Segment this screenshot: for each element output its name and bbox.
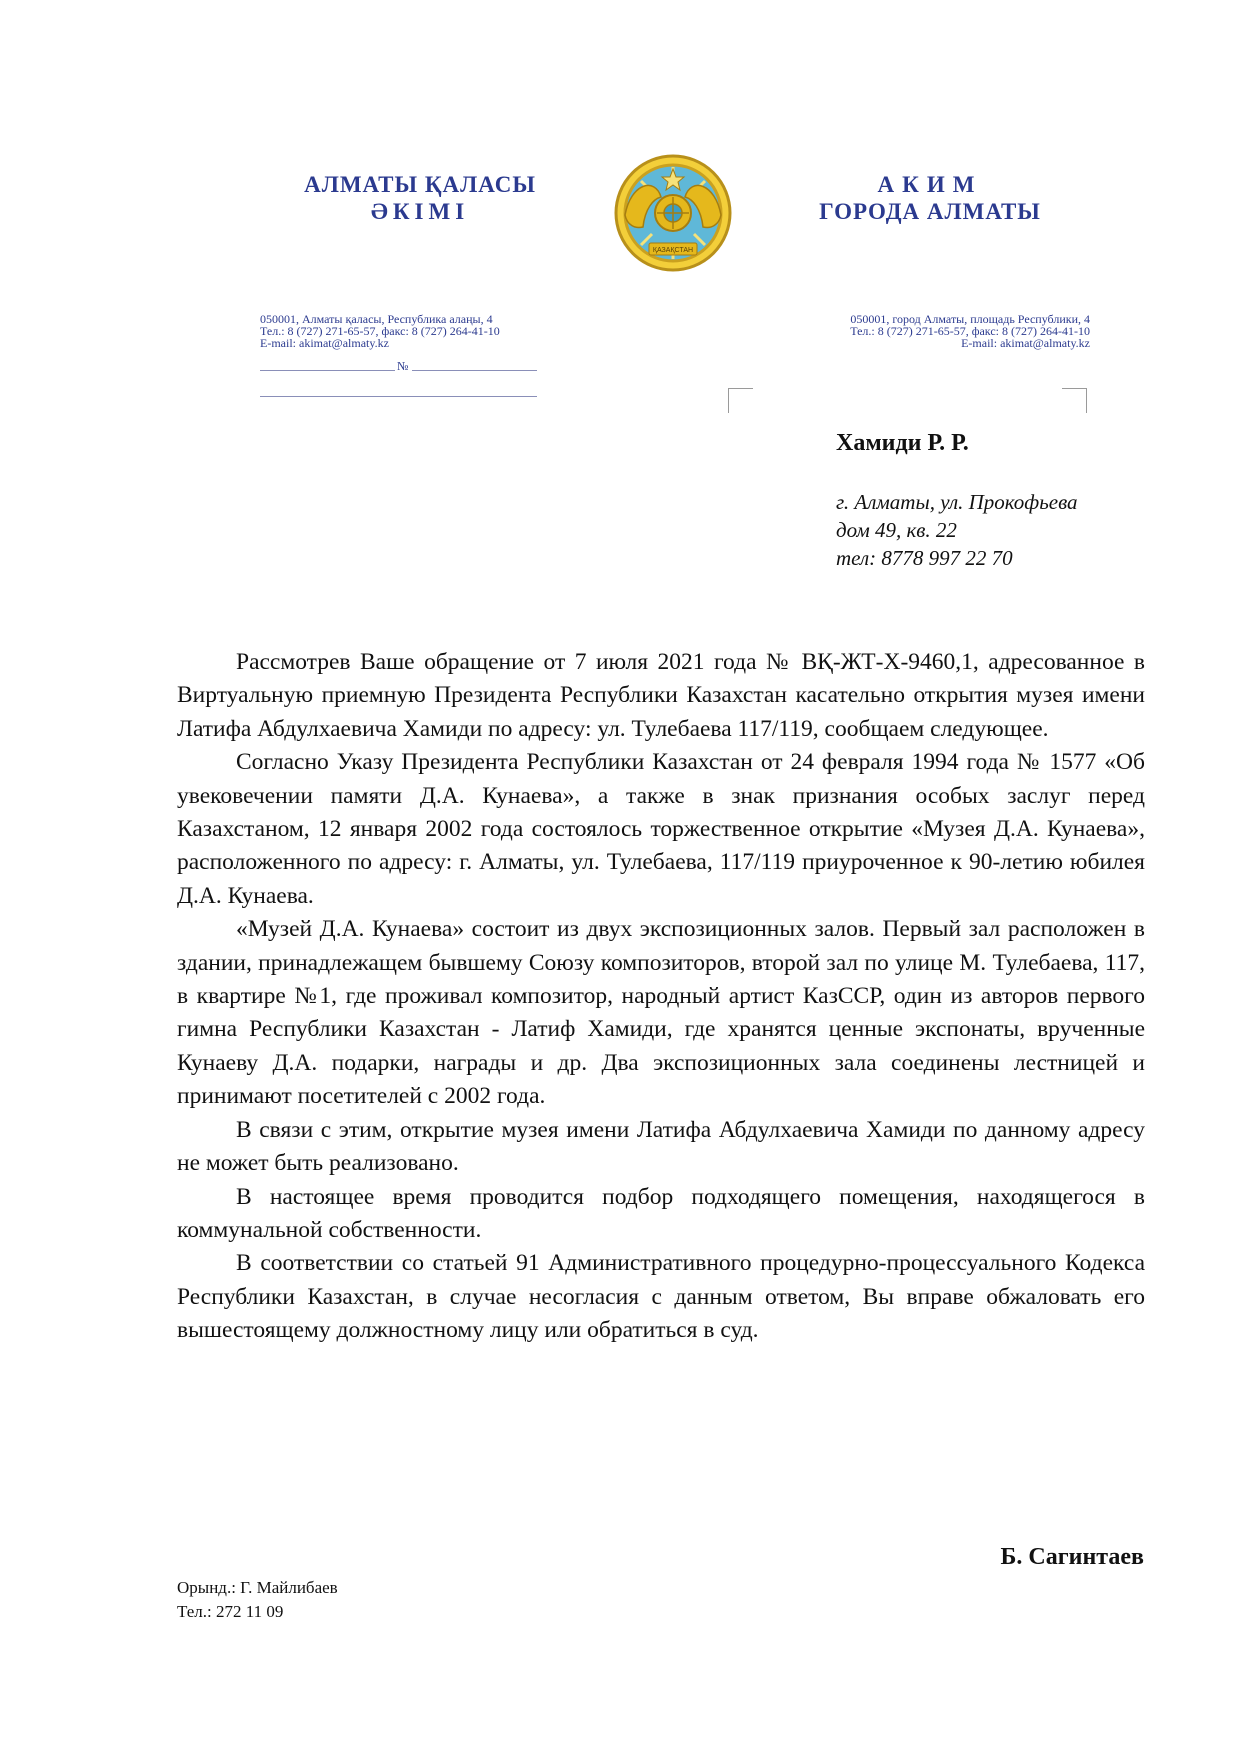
left-title-line2: ӘКІМІ <box>370 199 470 224</box>
left-address: 050001, Алматы қаласы, Республика алаңы, 4 <box>260 312 493 326</box>
letterhead-left-contacts <box>260 313 560 349</box>
letter-body <box>177 646 1145 1348</box>
number-sign: № <box>397 359 409 373</box>
signature: Б. Сагинтаев <box>1000 1544 1144 1570</box>
recipient-name: Хамиди Р. Р. <box>836 430 969 456</box>
paragraph: «Музей Д.А. Кунаева» состоит из двух экспозиционных залов. Первый зал расположен в здании, принадлежащем бывшему Союзу композиторов, второй зал по улице М. Тулебаева, 117, в квартире №1, где проживал композитор, народный артист КазССР, один из авторов первого гимна Республики Казахстан - Латиф Хамиди, где хранятся ценные экспонаты, врученные Кунаеву Д.А. подарки, награды и др. Два экспозиционных зала соединены лестницей и принимают посетителей с 2002 года. <box>177 916 1145 1110</box>
left-number-line <box>412 370 537 371</box>
paragraph: Рассмотрев Ваше обращение от 7 июля 2021 года № ВҚ-ЖТ-Х-9460,1, адресованное в Виртуальную приемную Президента Республики Казахстан касательно открытия музея имени Латифа Абдулхаевича Хамиди по адресу: ул. Тулебаева 117/119, сообщаем следующее. <box>177 649 1145 742</box>
right-phone: Тел.: 8 (727) 271-65-57, факс: 8 (727) 264-41-10 <box>850 324 1090 338</box>
paragraph: Согласно Указу Президента Республики Казахстан от 24 февраля 1994 года № 1577 «Об увековечении памяти Д.А. Кунаева», а также в знак признания особых заслуг перед Казахстаном, 12 января 2002 года состоялось торжественное открытие «Музея Д.А. Кунаева», расположенного по адресу: г. Алматы, ул. Тулебаева, 117/119 приуроченное к 90-летию юбилея Д.А. Кунаева. <box>177 749 1145 909</box>
recipient-address <box>836 488 1078 572</box>
letterhead-right-title <box>800 171 1060 225</box>
executor-phone: Тел.: 272 11 09 <box>177 1602 284 1621</box>
emblem-ribbon-text: ҚАЗАҚСТАН <box>652 247 694 254</box>
left-email: E-mail: akimat@almaty.kz <box>260 336 389 350</box>
recipient-address-line1: г. Алматы, ул. Прокофьева <box>836 490 1078 514</box>
letterhead-right-contacts <box>790 313 1090 349</box>
address-corner-right <box>1062 388 1087 413</box>
right-title-line1: АКИМ <box>877 172 983 197</box>
state-emblem <box>611 153 735 273</box>
left-title-line1: АЛМАТЫ ҚАЛАСЫ <box>304 172 536 197</box>
left-date-line <box>260 370 395 371</box>
left-phone: Тел.: 8 (727) 271-65-57, факс: 8 (727) 264-41-10 <box>260 324 500 338</box>
paragraph: В связи с этим, открытие музея имени Латифа Абдулхаевича Хамиди по данному адресу не может быть реализовано. <box>177 1116 1145 1177</box>
right-title-line2: ГОРОДА АЛМАТЫ <box>819 199 1041 224</box>
paragraph: В соответствии со статьей 91 Административного процедурно-процессуального Кодекса Республики Казахстан, в случае несогласия с данным ответом, Вы вправе обжаловать его вышестоящему должностному лицу или обратиться в суд. <box>177 1250 1145 1344</box>
emblem-icon <box>611 153 735 273</box>
letterhead-left-title <box>290 171 550 225</box>
footer <box>177 1576 338 1624</box>
executor: Орынд.: Г. Майлибаев <box>177 1578 338 1597</box>
left-second-line <box>260 396 537 397</box>
recipient-address-line2: дом 49, кв. 22 <box>836 518 957 542</box>
right-address: 050001, город Алматы, площадь Республики, 4 <box>850 312 1090 326</box>
recipient-phone: тел: 8778 997 22 70 <box>836 546 1013 570</box>
address-corner-left <box>728 388 753 413</box>
paragraph: В настоящее время проводится подбор подходящего помещения, находящегося в коммунальной собственности. <box>177 1183 1145 1243</box>
right-email: E-mail: akimat@almaty.kz <box>961 336 1090 350</box>
